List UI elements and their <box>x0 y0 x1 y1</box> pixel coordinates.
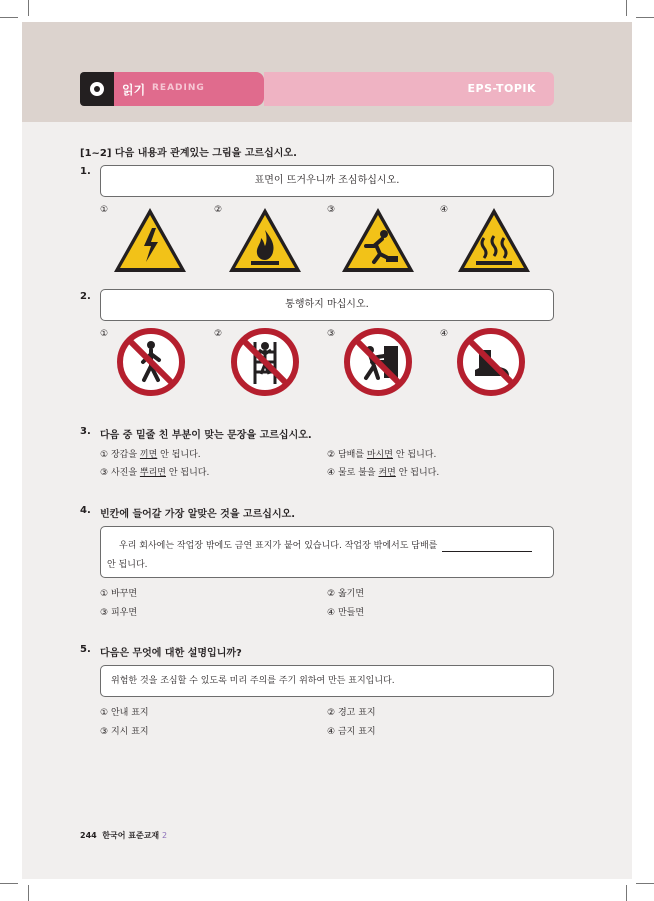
option-mark: ④ <box>327 468 336 478</box>
no-climbing-icon[interactable] <box>231 328 299 396</box>
answer-option[interactable] <box>327 605 364 618</box>
question-5-text: 다음은 무엇에 대한 설명입니까? <box>100 648 242 659</box>
option-mark: ① <box>100 589 109 599</box>
crop-mark <box>626 0 627 16</box>
option-text: 사진을 <box>110 468 140 478</box>
question-number: 1. <box>80 166 91 177</box>
section-header <box>80 72 554 106</box>
section-title-ko: 읽기 <box>122 83 146 97</box>
crop-mark <box>0 17 18 18</box>
option-mark: ③ <box>100 608 109 618</box>
option-text: 장갑을 <box>110 450 140 460</box>
option-text: 안 됩니다. <box>166 468 210 478</box>
blank <box>442 541 532 552</box>
instruction: [1~2] 다음 내용과 관계있는 그림을 고르십시오. <box>80 148 297 159</box>
brand-bar <box>264 72 554 106</box>
no-safety-shoes-icon[interactable] <box>457 328 525 396</box>
answer-option[interactable] <box>327 705 376 718</box>
passage-text: 우리 회사에는 작업장 밖에도 금연 표지가 붙어 있습니다. 작업장 밖에서도 담배를 <box>119 541 438 551</box>
option-text: 바꾸면 <box>110 589 138 599</box>
option-mark: ① <box>100 450 109 460</box>
option-text: 안내 표지 <box>110 708 149 718</box>
question-number: 4. <box>80 505 91 516</box>
option-2-mark: ② <box>214 205 223 215</box>
option-mark: ② <box>327 708 336 718</box>
option-text: 옮기면 <box>337 589 365 599</box>
crop-mark <box>28 885 29 901</box>
underlined-word: 마시면 <box>366 450 393 460</box>
crop-mark <box>626 885 627 901</box>
volume-number: 2 <box>161 831 168 840</box>
option-text: 경고 표지 <box>337 708 376 718</box>
book-title: 한국어 표준교재 <box>102 831 160 840</box>
passage-line: 안 됩니다. <box>107 560 148 570</box>
option-mark: ③ <box>100 468 109 478</box>
option-mark: ② <box>327 450 336 460</box>
question-2-prompt: 통행하지 마십시오. <box>100 289 554 321</box>
hot-surface-icon[interactable] <box>456 206 532 274</box>
question-1-prompt: 표면이 뜨거우니까 조심하십시오. <box>100 165 554 197</box>
tripping-hazard-icon[interactable] <box>340 206 416 274</box>
reading-icon <box>80 72 114 106</box>
page <box>22 22 632 879</box>
page-number: 244 <box>80 831 97 840</box>
option-mark: ④ <box>327 608 336 618</box>
option-text: 피우면 <box>110 608 138 618</box>
brand-label: EPS-TOPIK <box>467 82 536 95</box>
answer-option[interactable] <box>100 447 201 460</box>
question-number: 5. <box>80 644 91 655</box>
option-text: 담배를 <box>337 450 367 460</box>
crop-mark <box>28 0 29 16</box>
question-number: 2. <box>80 291 91 302</box>
answer-option[interactable] <box>327 724 376 737</box>
answer-option[interactable] <box>100 705 149 718</box>
question-3-text: 다음 중 밑줄 친 부분이 맞는 문장을 고르십시오. <box>100 430 312 441</box>
option-text: 지시 표지 <box>110 727 149 737</box>
option-mark: ③ <box>100 727 109 737</box>
option-mark: ④ <box>327 727 336 737</box>
question-4-passage <box>100 526 554 578</box>
no-pedestrians-icon[interactable] <box>117 328 185 396</box>
flammable-icon[interactable] <box>227 206 303 274</box>
option-text: 안 됩니다. <box>157 450 201 460</box>
answer-option[interactable] <box>100 605 137 618</box>
option-3-mark: ③ <box>327 329 336 339</box>
underlined-word: 끼면 <box>139 450 158 460</box>
no-pushing-icon[interactable] <box>344 328 412 396</box>
underlined-word: 켜면 <box>378 468 396 478</box>
option-text: 만들면 <box>337 608 365 618</box>
option-1-mark: ① <box>100 329 109 339</box>
answer-option[interactable] <box>327 465 439 478</box>
answer-option[interactable] <box>100 724 149 737</box>
option-text: 안 됩니다. <box>393 450 437 460</box>
option-4-mark: ④ <box>440 329 449 339</box>
crop-mark <box>0 883 18 884</box>
question-number: 3. <box>80 426 91 437</box>
section-title <box>114 72 264 106</box>
option-text: 물로 불을 <box>337 468 379 478</box>
electric-hazard-icon[interactable] <box>112 206 188 274</box>
option-3-mark: ③ <box>327 205 336 215</box>
option-4-mark: ④ <box>440 205 449 215</box>
underlined-word: 뿌리면 <box>139 468 166 478</box>
option-text: 금지 표지 <box>337 727 376 737</box>
answer-option[interactable] <box>100 586 137 599</box>
passage-line <box>119 538 532 552</box>
page-footer <box>80 830 167 841</box>
answer-option[interactable] <box>327 447 436 460</box>
option-1-mark: ① <box>100 205 109 215</box>
option-text: 안 됩니다. <box>395 468 440 478</box>
option-mark: ① <box>100 708 109 718</box>
section-title-en: READING <box>152 83 205 93</box>
crop-mark <box>636 883 654 884</box>
option-mark: ② <box>327 589 336 599</box>
question-4-text: 빈칸에 들어갈 가장 알맞은 것을 고르십시오. <box>100 509 296 520</box>
question-5-passage: 위험한 것을 조심할 수 있도록 미리 주의를 주기 위하여 만든 표지입니다. <box>100 665 554 697</box>
crop-mark <box>636 17 654 18</box>
option-2-mark: ② <box>214 329 223 339</box>
answer-option[interactable] <box>100 465 209 478</box>
answer-option[interactable] <box>327 586 364 599</box>
